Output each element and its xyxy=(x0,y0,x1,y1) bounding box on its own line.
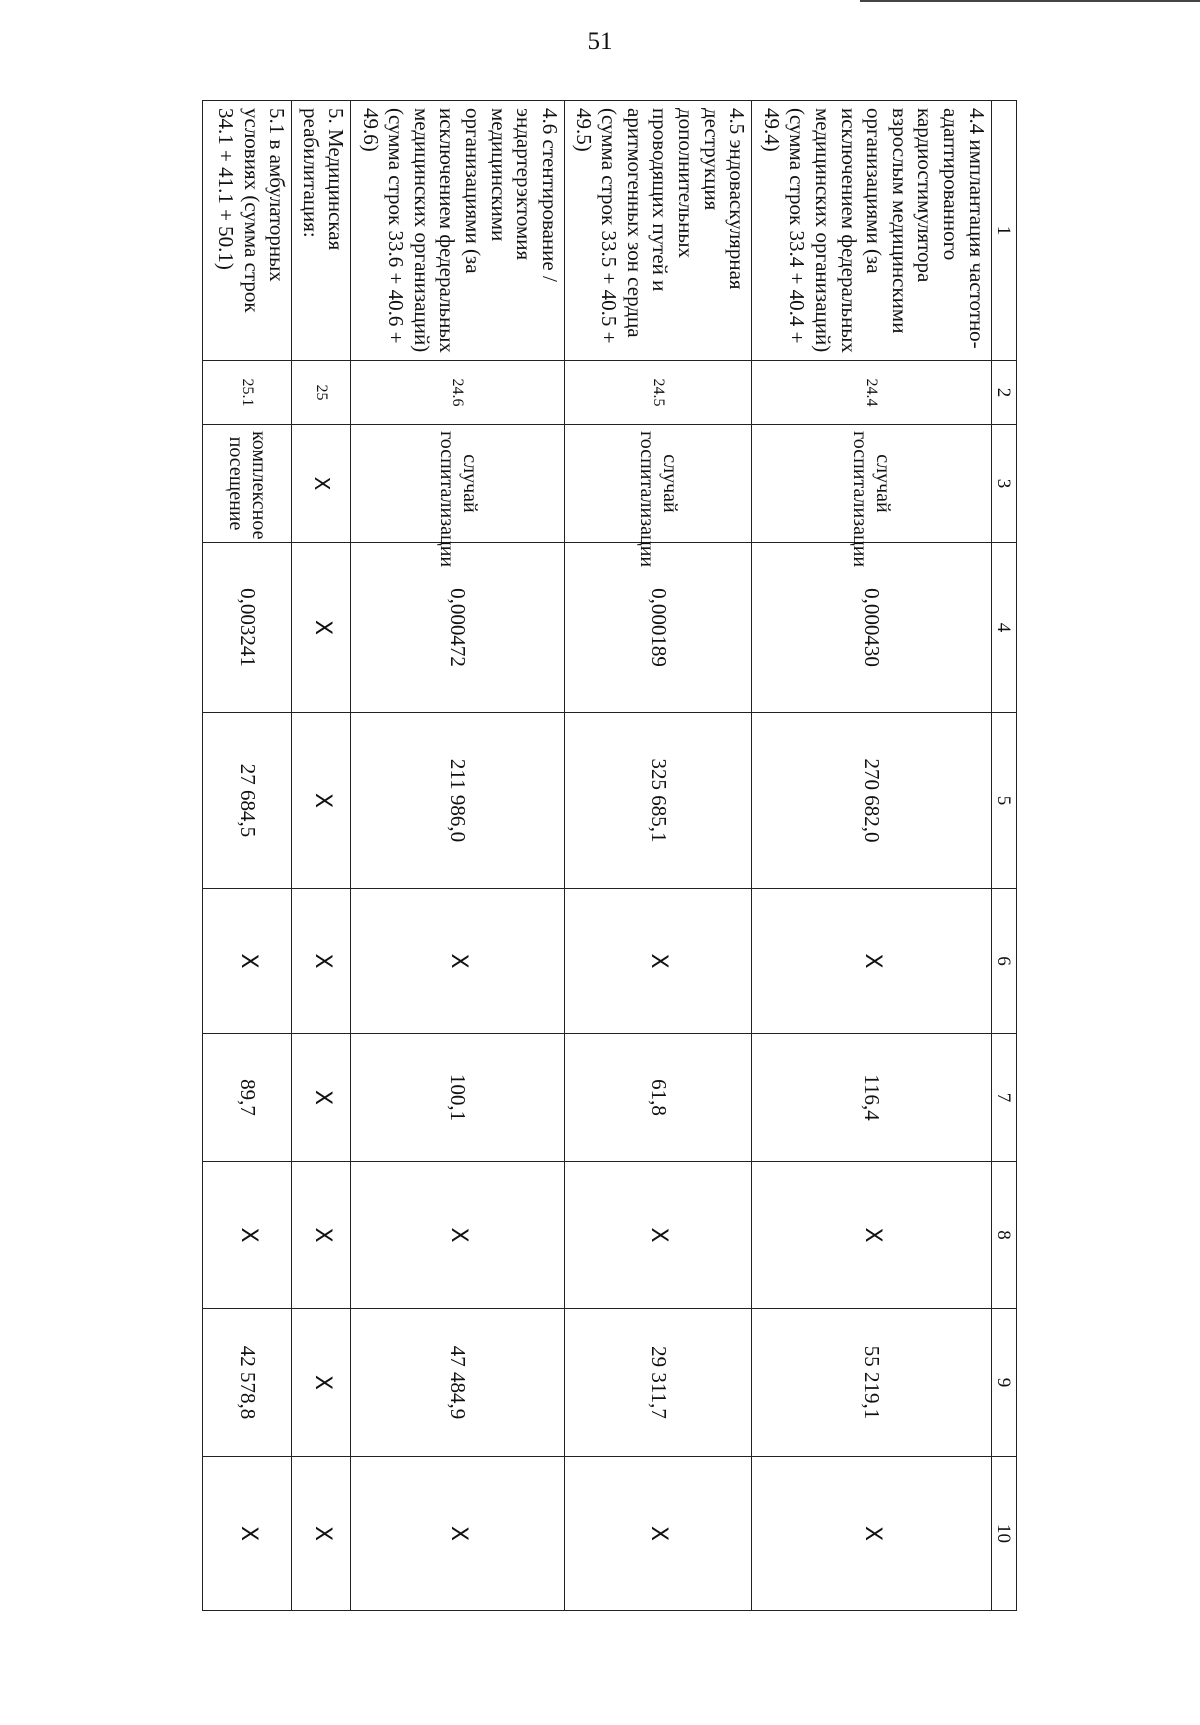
value-cell: X xyxy=(752,1457,991,1611)
value-cell: X xyxy=(752,889,991,1034)
value-cell: X xyxy=(292,889,351,1034)
value-cell: 55 219,1 xyxy=(752,1309,991,1457)
header-cell: 7 xyxy=(991,1034,1016,1162)
header-cell: 5 xyxy=(991,713,1016,889)
unit-cell: комплексное посещение xyxy=(203,425,293,543)
value-cell: 211 986,0 xyxy=(351,713,564,889)
value-cell: 0,000430 xyxy=(752,543,991,713)
unit-cell: случай госпитализации xyxy=(564,425,751,543)
header-cell: 8 xyxy=(991,1162,1016,1309)
value-cell: X xyxy=(292,713,351,889)
row-code: 24.6 xyxy=(351,361,564,425)
row-code: 25.1 xyxy=(203,361,293,425)
value-cell: X xyxy=(564,1162,751,1309)
value-cell: X xyxy=(564,1457,751,1611)
value-cell: X xyxy=(351,889,564,1034)
value-cell: 47 484,9 xyxy=(351,1309,564,1457)
value-cell: X xyxy=(292,543,351,713)
value-cell: 270 682,0 xyxy=(752,713,991,889)
value-cell: X xyxy=(351,1457,564,1611)
value-cell: X xyxy=(292,1162,351,1309)
value-cell: X xyxy=(351,1162,564,1309)
header-cell: 2 xyxy=(991,361,1016,425)
value-cell: 29 311,7 xyxy=(564,1309,751,1457)
row-code: 25 xyxy=(292,361,351,425)
value-cell: X xyxy=(292,1457,351,1611)
unit-cell: случай госпитализации xyxy=(351,425,564,543)
value-cell: X xyxy=(203,889,293,1034)
value-cell: 0,000472 xyxy=(351,543,564,713)
header-cell: 4 xyxy=(991,543,1016,713)
value-cell: 27 684,5 xyxy=(203,713,293,889)
header-cell: 1 xyxy=(991,101,1016,361)
table-row xyxy=(351,101,564,1611)
row-label: 5. Медицинская реабилитация: xyxy=(292,101,351,361)
data-table xyxy=(202,100,1017,1611)
row-code: 24.4 xyxy=(752,361,991,425)
value-cell: 0,000189 xyxy=(564,543,751,713)
row-label: 4.6 стентирование / эндартерэктомия медицинскими организациями (за исключением федеральных медицинских организаций) (сумма строк 33.6 + 40.6 + 49.6) xyxy=(351,101,564,361)
value-cell: X xyxy=(292,1309,351,1457)
header-cell: 9 xyxy=(991,1309,1016,1457)
value-cell: X xyxy=(752,1162,991,1309)
table-row xyxy=(292,101,351,1611)
unit-cell: случай госпитализации xyxy=(752,425,991,543)
value-cell: X xyxy=(203,1162,293,1309)
unit-cell: X xyxy=(292,425,351,543)
page-number: 51 xyxy=(587,28,613,55)
value-cell: X xyxy=(292,1034,351,1162)
header-cell: 10 xyxy=(991,1457,1016,1611)
value-cell: 0,003241 xyxy=(203,543,293,713)
value-cell: 89,7 xyxy=(203,1034,293,1162)
header-cell: 3 xyxy=(991,425,1016,543)
row-label: 4.4 имплантация частотно-адаптированного кардиостимулятора взрослым медицинскими организациями (за исключением федеральных медицинских организаций) (сумма строк 33.4 + 40.4 + 49.4) xyxy=(752,101,991,361)
table-row xyxy=(564,101,751,1611)
table-row xyxy=(203,101,293,1611)
value-cell: 116,4 xyxy=(752,1034,991,1162)
table-row xyxy=(752,101,991,1611)
value-cell: 61,8 xyxy=(564,1034,751,1162)
value-cell: 325 685,1 xyxy=(564,713,751,889)
header-cell: 6 xyxy=(991,889,1016,1034)
value-cell: X xyxy=(564,889,751,1034)
row-label: 5.1 в амбулаторных условиях (сумма строк 34.1 + 41.1 + 50.1) xyxy=(203,101,293,361)
value-cell: 100,1 xyxy=(351,1034,564,1162)
row-code: 24.5 xyxy=(564,361,751,425)
table-header-row xyxy=(991,101,1016,1611)
scan-edge-line xyxy=(860,0,1200,2)
table-rotated-wrapper xyxy=(202,100,1017,1610)
row-label: 4.5 эндоваскулярная деструкция дополнительных проводящих путей и аритмогенных зон сердца (сумма строк 33.5 + 40.5 + 49.5) xyxy=(564,101,751,361)
value-cell: X xyxy=(203,1457,293,1611)
value-cell: 42 578,8 xyxy=(203,1309,293,1457)
